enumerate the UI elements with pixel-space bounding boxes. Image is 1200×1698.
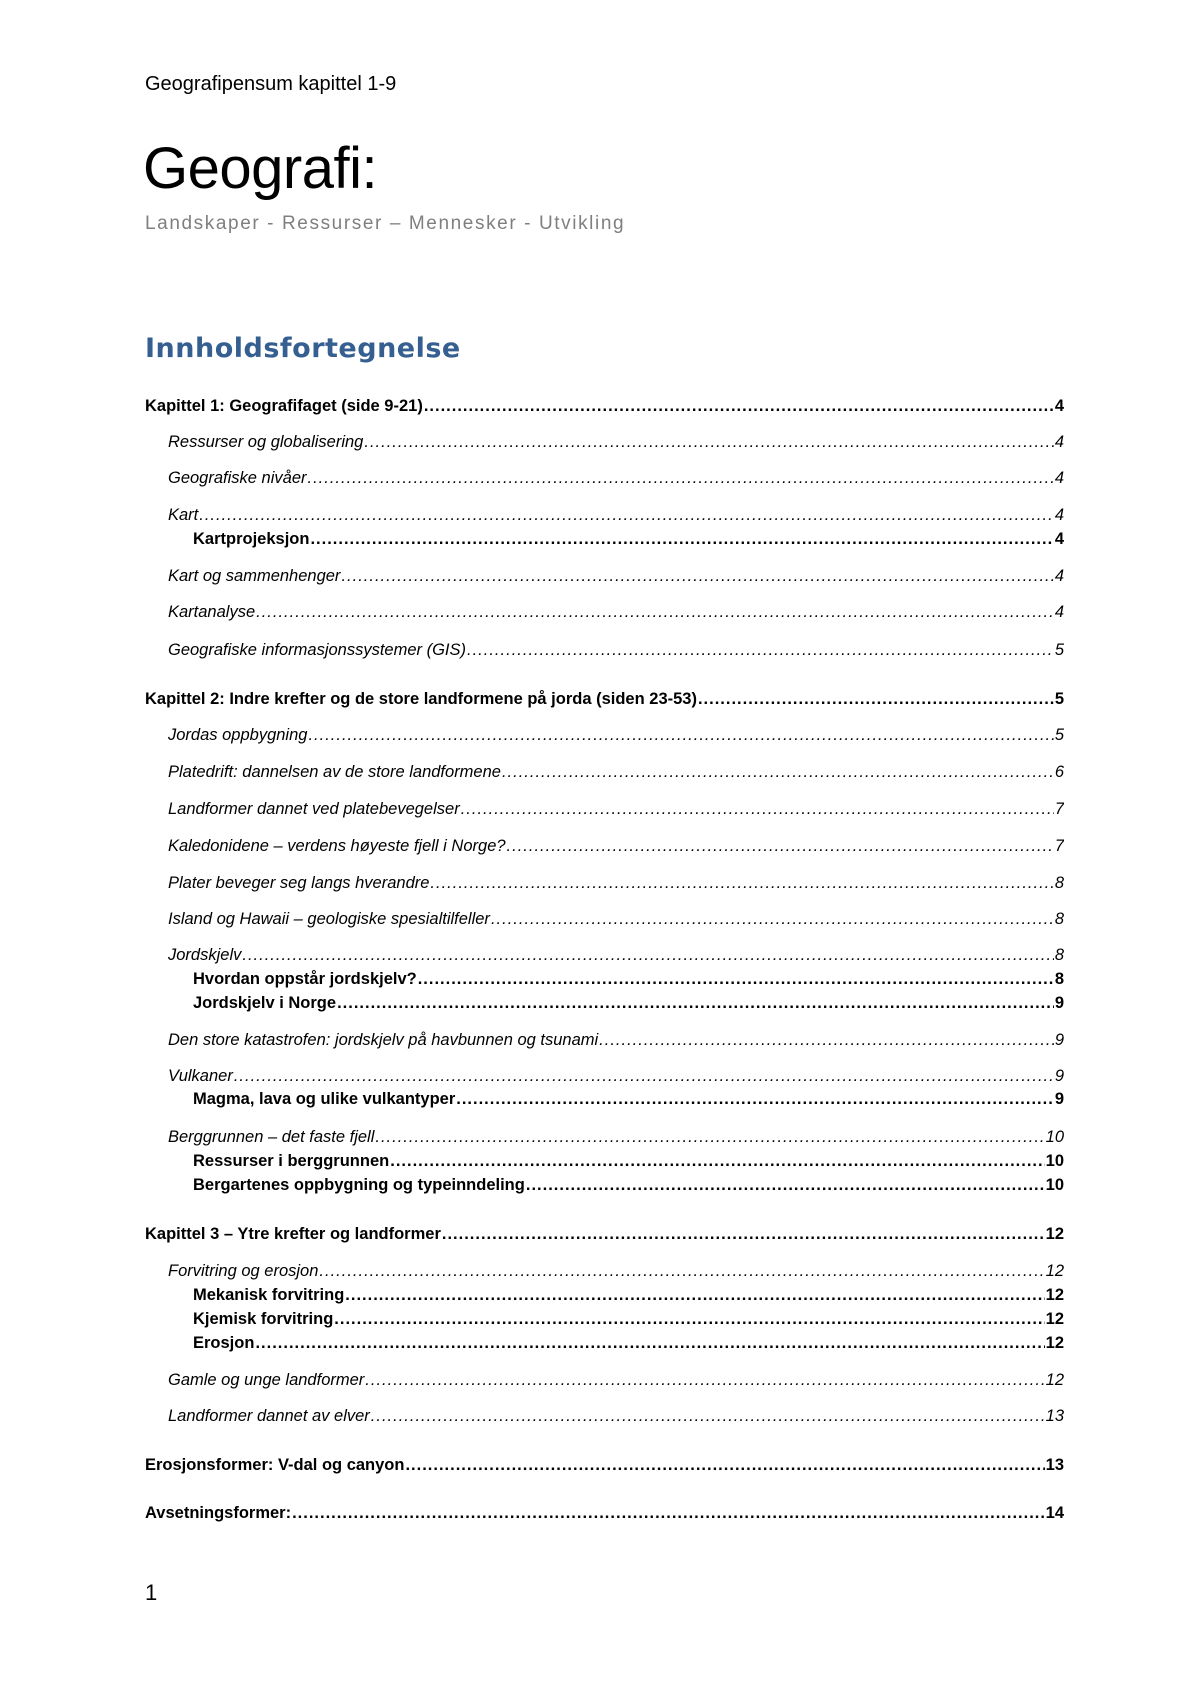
toc-subsection-entry[interactable] [193,1286,1064,1310]
toc-entry-title: Jordas oppbygning [168,726,308,744]
toc-section-entry[interactable] [168,469,1064,493]
toc-entry-page: 7 [1054,800,1064,818]
toc-entry-page: 8 [1054,970,1064,988]
toc-entry-page: 10 [1045,1176,1064,1194]
toc-entry-page: 12 [1045,1334,1064,1352]
toc-entry-page: 9 [1054,1031,1064,1049]
toc-entry-title: Island og Hawaii – geologiske spesialtilfeller [168,910,490,928]
toc-entry-page: 4 [1054,469,1064,487]
toc-entry-page: 13 [1045,1456,1064,1474]
toc-entry-title: Landformer dannet ved platebevegelser [168,800,460,818]
toc-entry-page: 4 [1054,567,1064,585]
toc-dot-leader [375,1128,1044,1147]
toc-section-entry[interactable] [168,726,1064,750]
toc-chapter-entry[interactable] [145,1456,1064,1480]
toc-subsection-entry[interactable] [193,530,1064,554]
toc-dot-leader [308,726,1053,745]
toc-entry-page: 10 [1045,1152,1064,1170]
toc-dot-leader [526,1176,1045,1195]
toc-dot-leader [242,946,1053,965]
toc-entry-title: Kart og sammenhenger [168,567,341,585]
toc-entry-title: Kjemisk forvitring [193,1310,334,1328]
toc-section-entry[interactable] [168,506,1064,530]
toc-dot-leader [507,837,1054,856]
toc-section-entry[interactable] [168,910,1064,934]
toc-entry-page: 4 [1054,397,1064,415]
toc-entry-title: Erosjonsformer: V-dal og canyon [145,1456,405,1474]
toc-entry-title: Hvordan oppstår jordskjelv? [193,970,417,988]
toc-subsection-entry[interactable] [193,970,1064,994]
toc-dot-leader [292,1504,1045,1523]
toc-section-entry[interactable] [168,837,1064,861]
toc-chapter-entry[interactable] [145,690,1064,714]
toc-dot-leader [424,397,1054,416]
toc-entry-page: 12 [1045,1262,1064,1280]
toc-entry-page: 4 [1054,603,1064,621]
toc-entry-title: Ressurser og globalisering [168,433,364,451]
toc-entry-page: 14 [1045,1504,1064,1522]
toc-entry-page: 8 [1054,910,1064,928]
toc-chapter-entry[interactable] [145,1504,1064,1528]
toc-section-entry[interactable] [168,763,1064,787]
toc-dot-leader [430,874,1053,893]
toc-entry-page: 7 [1054,837,1064,855]
toc-entry-page: 12 [1045,1310,1064,1328]
toc-dot-leader [698,690,1054,709]
toc-entry-page: 8 [1054,946,1064,964]
toc-entry-title: Jordskjelv i Norge [193,994,337,1012]
toc-section-entry[interactable] [168,567,1064,591]
toc-entry-page: 8 [1054,874,1064,892]
toc-subsection-entry[interactable] [193,1334,1064,1358]
toc-dot-leader [390,1152,1044,1171]
toc-entry-title: Geografiske nivåer [168,469,307,487]
toc-dot-leader [365,1371,1044,1390]
toc-entry-title: Jordskjelv [168,946,242,964]
toc-entry-page: 12 [1045,1286,1064,1304]
toc-dot-leader [371,1407,1045,1426]
toc-dot-leader [502,763,1054,782]
toc-dot-leader [337,994,1054,1013]
toc-entry-title: Kart [168,506,199,524]
toc-dot-leader [461,800,1054,819]
toc-chapter-entry[interactable] [145,1225,1064,1249]
toc-dot-leader [345,1286,1044,1305]
toc-dot-leader [467,641,1054,660]
toc-entry-page: 9 [1054,1067,1064,1085]
toc-entry-page: 9 [1054,994,1064,1012]
toc-section-entry[interactable] [168,1128,1064,1152]
toc-entry-page: 4 [1054,433,1064,451]
toc-dot-leader [255,1334,1044,1353]
toc-dot-leader [199,506,1054,525]
toc-entry-title: Gamle og unge landformer [168,1371,365,1389]
toc-entry-title: Kapittel 1: Geografifaget (side 9-21) [145,397,423,415]
document-subtitle: Landskaper - Ressurser – Mennesker - Utvikling [145,213,626,234]
toc-entry-title: Magma, lava og ulike vulkantyper [193,1090,456,1108]
toc-entry-title: Bergartenes oppbygning og typeinndeling [193,1176,525,1194]
toc-dot-leader [334,1310,1044,1329]
toc-dot-leader [364,433,1053,452]
toc-section-entry[interactable] [168,800,1064,824]
toc-section-entry[interactable] [168,946,1064,970]
toc-section-entry[interactable] [168,874,1064,898]
page-header: Geografipensum kapittel 1-9 [145,73,397,95]
toc-dot-leader [456,1090,1054,1109]
toc-entry-page: 12 [1045,1225,1064,1243]
toc-subsection-entry[interactable] [193,1152,1064,1176]
toc-entry-title: Den store katastrofen: jordskjelv på havbunnen og tsunami [168,1031,599,1049]
toc-entry-title: Kaledonidene – verdens høyeste fjell i Norge? [168,837,506,855]
toc-entry-title: Platedrift: dannelsen av de store landformene [168,763,501,781]
toc-dot-leader [308,469,1054,488]
toc-dot-leader [405,1456,1044,1475]
toc-entry-page: 4 [1054,506,1064,524]
document-title: Geografi: [143,136,378,201]
toc-entry-page: 5 [1054,641,1064,659]
toc-chapter-entry[interactable] [145,397,1064,421]
toc-section-entry[interactable] [168,433,1064,457]
toc-dot-leader [234,1067,1054,1086]
toc-entry-page: 13 [1045,1407,1064,1425]
toc-dot-leader [341,567,1053,586]
toc-subsection-entry[interactable] [193,1310,1064,1334]
toc-dot-leader [418,970,1054,989]
toc-entry-page: 5 [1054,690,1064,708]
page-number: 1 [145,1580,158,1605]
toc-dot-leader [442,1225,1045,1244]
toc-entry-page: 6 [1054,763,1064,781]
toc-entry-title: Avsetningsformer: [145,1504,292,1522]
toc-entry-title: Vulkaner [168,1067,233,1085]
toc-entry-title: Forvitring og erosjon [168,1262,319,1280]
toc-dot-leader [310,530,1053,549]
toc-section-entry[interactable] [168,1067,1064,1091]
toc-dot-leader [599,1031,1054,1050]
toc-dot-leader [256,603,1054,622]
toc-entry-title: Kapittel 3 – Ytre krefter og landformer [145,1225,441,1243]
toc-section-entry[interactable] [168,641,1064,665]
toc-section-entry[interactable] [168,1371,1064,1395]
toc-entry-title: Landformer dannet av elver [168,1407,370,1425]
toc-heading: Innholdsfortegnelse [145,333,461,364]
toc-entry-page: 12 [1045,1371,1064,1389]
toc-dot-leader [319,1262,1044,1281]
toc-entry-title: Kartprojeksjon [193,530,310,548]
toc-entry-title: Plater beveger seg langs hverandre [168,874,430,892]
toc-entry-title: Geografiske informasjonssystemer (GIS) [168,641,467,659]
toc-entry-title: Berggrunnen – det faste fjell [168,1128,375,1146]
toc-section-entry[interactable] [168,1262,1064,1286]
toc-subsection-entry[interactable] [193,1176,1064,1200]
toc-section-entry[interactable] [168,1031,1064,1055]
toc-section-entry[interactable] [168,1407,1064,1431]
toc-entry-title: Kartanalyse [168,603,256,621]
toc-entry-title: Mekanisk forvitring [193,1286,345,1304]
toc-entry-page: 5 [1054,726,1064,744]
toc-entry-title: Ressurser i berggrunnen [193,1152,390,1170]
toc-entry-title: Erosjon [193,1334,255,1352]
toc-dot-leader [491,910,1054,929]
toc-entry-page: 4 [1054,530,1064,548]
toc-entry-title: Kapittel 2: Indre krefter og de store landformene på jorda (siden 23-53) [145,690,697,708]
toc-entry-page: 9 [1054,1090,1064,1108]
toc-entry-page: 10 [1045,1128,1064,1146]
toc-subsection-entry[interactable] [193,1090,1064,1114]
toc-subsection-entry[interactable] [193,994,1064,1018]
toc-section-entry[interactable] [168,603,1064,627]
